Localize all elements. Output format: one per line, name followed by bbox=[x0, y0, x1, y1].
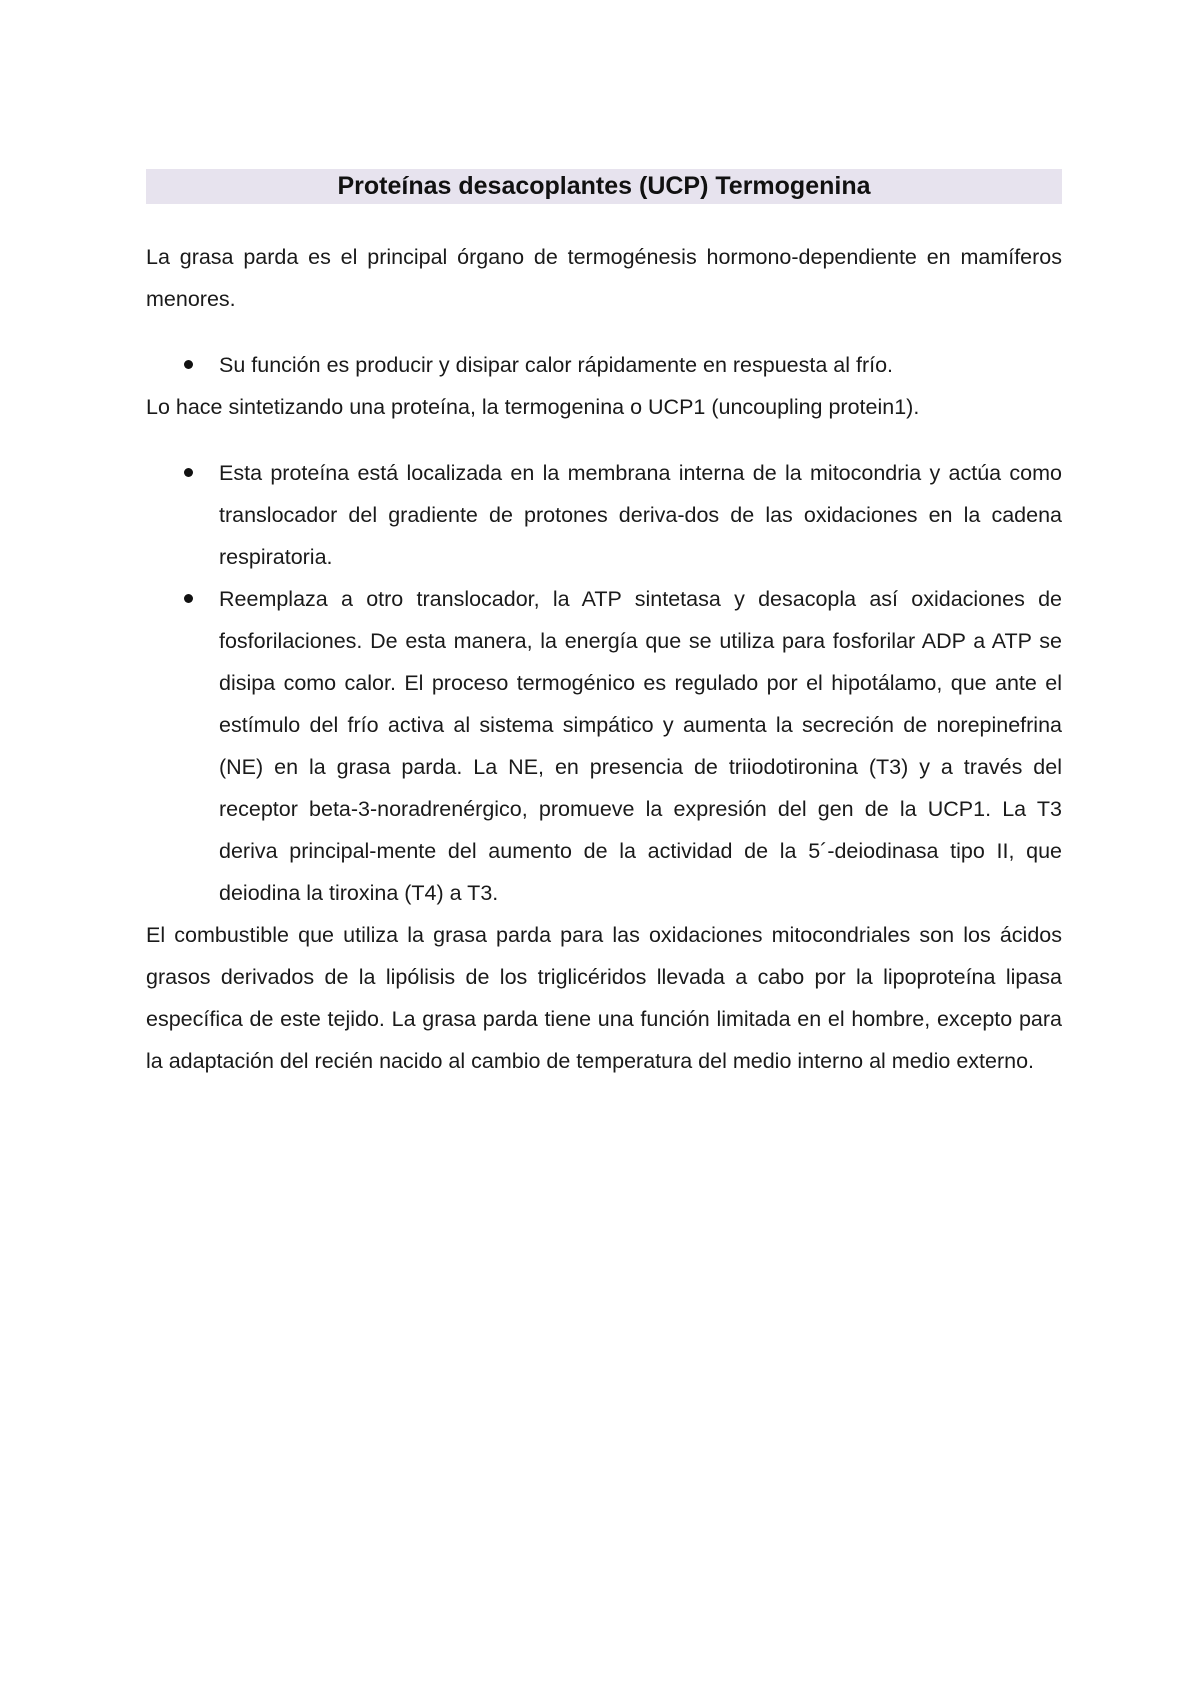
bullet-icon bbox=[184, 468, 193, 477]
bullet-icon bbox=[184, 594, 193, 603]
bullet-list-1 bbox=[146, 344, 1062, 386]
list-item bbox=[146, 452, 1062, 578]
list-item-text: Reemplaza a otro translocador, la ATP sintetasa y desacopla así oxidaciones de fosforilaciones. De esta manera, la energía que se utiliza para fosforilar ADP a ATP se disipa como calor. El proceso termogénico es regulado por el hipotálamo, que ante el estímulo del frío activa al sistema simpático y aumenta la secreción de norepinefrina (NE) en la grasa parda. La NE, en presencia de triiodotironina (T3) y a través del receptor beta-3-noradrenérgico, promueve la expresión del gen de la UCP1. La T3 deriva principal-mente del aumento de la actividad de la 5´-deiodinasa tipo II, que deiodina la tiroxina (T4) a T3. bbox=[219, 587, 1062, 905]
bullet-icon bbox=[184, 360, 193, 369]
paragraph-combustible: El combustible que utiliza la grasa parda para las oxidaciones mitocondriales son los ácidos grasos derivados de la lipólisis de los triglicéridos llevada a cabo por la lipoproteína lipasa específica de este tejido. La grasa parda tiene una función limitada en el hombre, excepto para la adaptación del recién nacido al cambio de temperatura del medio interno al medio externo. bbox=[146, 923, 1062, 1073]
document-title: Proteínas desacoplantes (UCP) Termogenina bbox=[146, 169, 1062, 204]
paragraph-intro: La grasa parda es el principal órgano de termogénesis hormono-dependiente en mamíferos menores. bbox=[146, 245, 1062, 311]
list-item-text: Esta proteína está localizada en la membrana interna de la mitocondria y actúa como translocador del gradiente de protones deriva-dos de las oxidaciones en la cadena respiratoria. bbox=[219, 461, 1062, 569]
paragraph-ucp1: Lo hace sintetizando una proteína, la termogenina o UCP1 (uncoupling protein1). bbox=[146, 395, 920, 419]
bullet-list-2 bbox=[146, 452, 1062, 914]
document-page bbox=[146, 169, 1062, 1082]
list-item bbox=[146, 344, 1062, 386]
list-item bbox=[146, 578, 1062, 914]
list-item-text: Su función es producir y disipar calor rápidamente en respuesta al frío. bbox=[219, 353, 894, 377]
